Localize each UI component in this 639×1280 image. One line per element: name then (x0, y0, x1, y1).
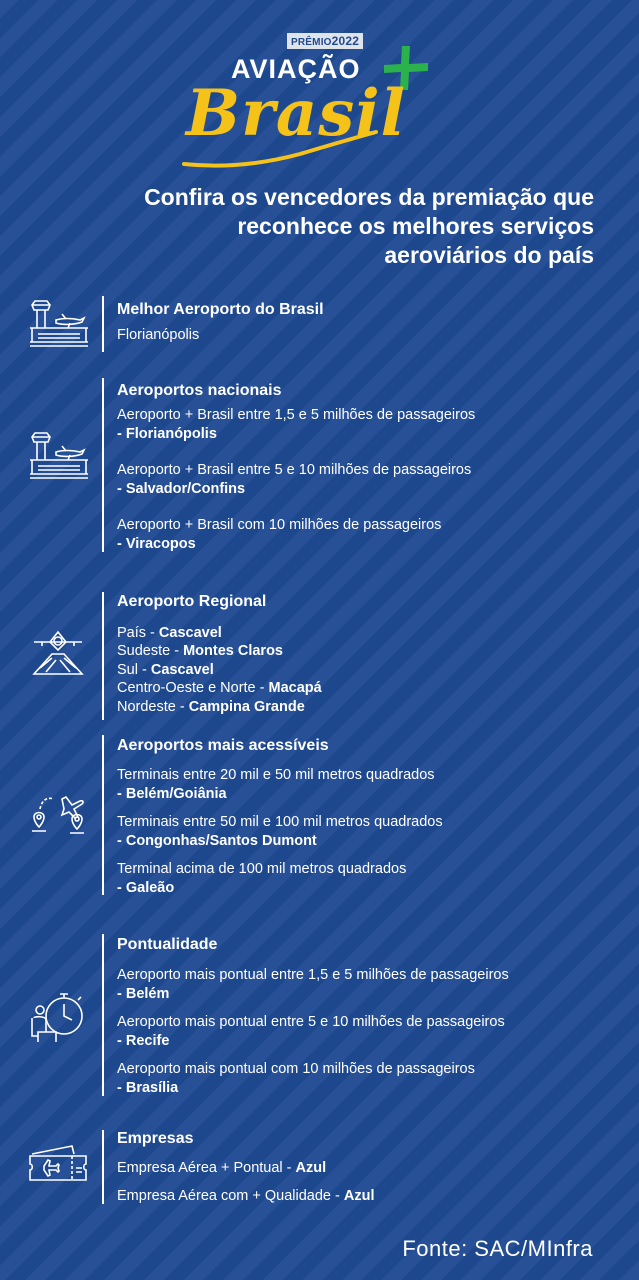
item-label: País - (117, 625, 159, 641)
source-credit: Fonte: SAC/MInfra (402, 1236, 593, 1261)
logo-brasil: Brasil (186, 76, 406, 151)
premio-prefix: PRÊMIO (291, 37, 332, 48)
section-title: Pontualidade (117, 936, 218, 953)
list-item (117, 516, 617, 554)
item-winner: Azul (343, 1188, 375, 1204)
section-title: Melhor Aeroporto do Brasil (117, 301, 324, 318)
section-title: Aeroportos mais acessíveis (117, 737, 329, 754)
item-winner: - Viracopos (117, 536, 196, 552)
item-label: Aeroporto + Brasil com 10 milhões de passageiros (117, 517, 442, 533)
item-winner: Cascavel (150, 661, 214, 678)
section-divider (102, 592, 104, 720)
section-aeroportos-acessiveis (0, 733, 639, 897)
item-label: Terminais entre 50 mil e 100 mil metros quadrados (117, 814, 443, 830)
list-item (117, 698, 617, 716)
item-winner: - Salvador/Confins (117, 481, 246, 497)
section-divider (102, 1130, 104, 1204)
item-winner: - Belém/Goiânia (117, 786, 227, 802)
item-winner: - Recife (117, 1033, 170, 1049)
section-body (117, 381, 617, 554)
item-label: Nordeste - (117, 698, 189, 715)
list-item (117, 461, 617, 499)
item-label: Sudeste - (117, 643, 184, 660)
airport-tower-icon (28, 298, 90, 350)
list-item (117, 813, 617, 851)
item-winner: - Congonhas/Santos Dumont (117, 833, 317, 849)
list-item (117, 1159, 617, 1178)
item-label: Empresa Aérea + Pontual - (117, 1160, 296, 1176)
headline (34, 183, 594, 270)
item-winner: - Belém (117, 986, 170, 1002)
section-body (117, 1129, 617, 1206)
item-winner: - Brasília (117, 1080, 179, 1096)
item-winner: Montes Claros (183, 643, 284, 660)
section-body (117, 300, 617, 345)
airport-tower-icon (28, 430, 90, 482)
route-pins-icon (28, 787, 88, 837)
winner-text: Florianópolis (117, 327, 200, 343)
item-winner: - Florianópolis (117, 426, 217, 442)
section-melhor-aeroporto (0, 292, 639, 354)
headline-line-3: aeroviários do país (384, 242, 594, 268)
headline-line-2: reconhece os melhores serviços (237, 213, 594, 239)
item-winner: Campina Grande (188, 698, 305, 715)
list-item (117, 661, 617, 679)
logo-aviacao: AVIAÇÃO (231, 54, 361, 84)
list-item (117, 679, 617, 697)
list-item (117, 860, 617, 898)
list-item (117, 1187, 617, 1206)
section-body (117, 592, 617, 716)
item-label: Aeroporto mais pontual entre 1,5 e 5 milhões de passageiros (117, 967, 509, 983)
item-label: Sul - (117, 661, 151, 678)
section-divider (102, 378, 104, 552)
boarding-pass-icon (28, 1140, 90, 1186)
section-divider (102, 934, 104, 1096)
section-title: Aeroporto Regional (117, 593, 267, 610)
airplane-runway-icon (28, 628, 88, 678)
item-label: Terminal acima de 100 mil metros quadrados (117, 861, 407, 877)
section-aeroportos-nacionais (0, 374, 639, 554)
premio-badge (287, 33, 363, 49)
list-item (117, 766, 617, 804)
item-label: Aeroporto + Brasil entre 5 e 10 milhões de passageiros (117, 462, 472, 478)
item-label: Terminais entre 20 mil e 50 mil metros quadrados (117, 767, 435, 783)
item-label: Aeroporto mais pontual entre 5 e 10 milhões de passageiros (117, 1014, 505, 1030)
section-title: Empresas (117, 1130, 194, 1147)
section-pontualidade (0, 932, 639, 1096)
section-title: Aeroportos nacionais (117, 382, 282, 399)
section-aeroporto-regional (0, 588, 639, 718)
section-body (117, 935, 617, 1098)
item-winner: - Galeão (117, 880, 175, 896)
clock-passenger-icon (28, 988, 88, 1046)
section-empresas (0, 1128, 639, 1208)
item-winner: Macapá (268, 680, 322, 697)
list-item (117, 1013, 617, 1051)
section-divider (102, 735, 104, 895)
section-body (117, 736, 617, 898)
item-label: Aeroporto mais pontual com 10 milhões de passageiros (117, 1061, 475, 1077)
list-item (117, 966, 617, 1004)
item-winner: Azul (295, 1160, 327, 1176)
list-item (117, 624, 617, 642)
premio-year: 2022 (331, 34, 360, 48)
item-winner: Cascavel (158, 625, 222, 641)
section-divider (102, 296, 104, 352)
headline-line-1: Confira os vencedores da premiação que (144, 184, 594, 210)
logo-swoosh-icon (180, 130, 380, 170)
item-label: Empresa Aérea com + Qualidade - (117, 1188, 344, 1204)
item-label: Aeroporto + Brasil entre 1,5 e 5 milhões de passageiros (117, 407, 476, 423)
item-label: Centro-Oeste e Norte - (117, 680, 269, 697)
list-item (117, 642, 617, 660)
list-item (117, 1060, 617, 1098)
list-item (117, 406, 617, 444)
